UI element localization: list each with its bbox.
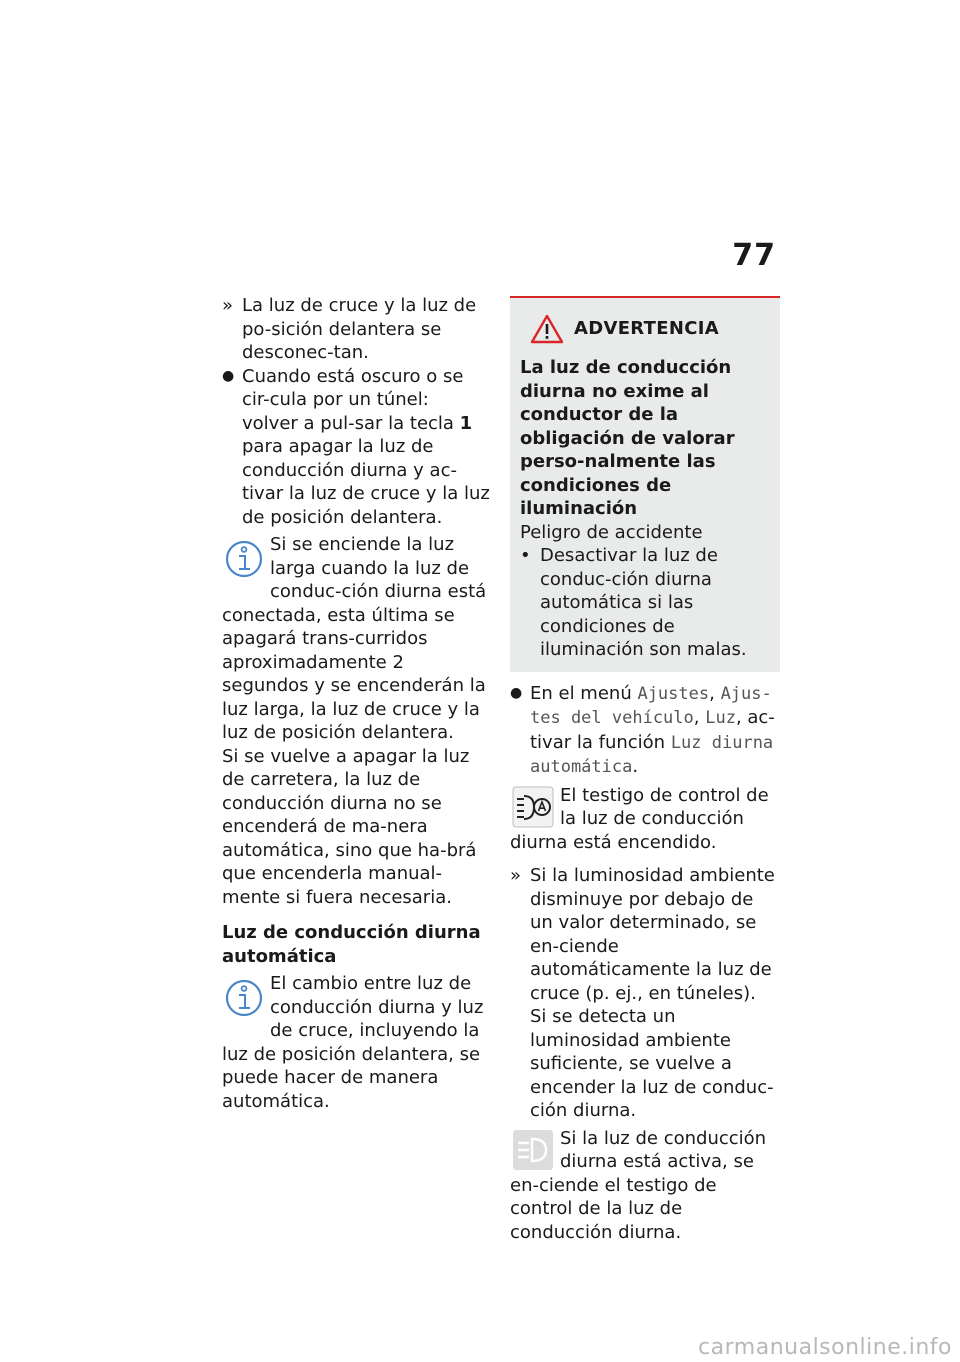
item-text: Desactivar la luz de conduc-ción diurna automática si las condiciones de iluminación son malas. [540, 545, 747, 660]
separator: , [693, 707, 706, 728]
arrow-marker: » [222, 295, 234, 316]
list-item [510, 864, 780, 1123]
right-column [510, 296, 780, 1244]
watermark: carmanualsonline.info [698, 1335, 952, 1360]
list-item [222, 365, 490, 530]
menu-path: Ajus-tes del vehículo [530, 683, 772, 728]
info-icon [224, 539, 264, 579]
info-note [222, 972, 490, 1113]
list-item [510, 682, 780, 780]
item-text: , ac-tivar la función [530, 707, 775, 753]
info-note [222, 533, 490, 909]
page-number: 77 [732, 238, 776, 273]
note-paragraph: Si la luz de conducción diurna está activa, se en-ciende el testigo de control de la luz de conducción diurna. [510, 1127, 767, 1243]
warning-triangle-icon [530, 314, 564, 344]
left-column [222, 294, 490, 1113]
arrow-marker: » [510, 865, 522, 886]
item-text: Si la luminosidad ambiente disminuye por debajo de un valor determinado, se en-ciende automáticamente la luz de cruce (p. ej., en túneles). [530, 865, 775, 1004]
warning-title: ADVERTENCIA [574, 318, 719, 340]
spacer [510, 854, 780, 864]
item-text: La luz de cruce y la luz de po-sición delantera se desconec-tan. [242, 295, 477, 363]
auto-daytime-running-light-indicator-icon [512, 786, 554, 828]
note-paragraph: Si se vuelve a apagar la luz de carretera, la luz de conducción diurna no se encenderá de ma-nera automática, sino que ha-brá que encenderla manual-mente si fuera necesaria. [222, 745, 477, 908]
list-item [520, 544, 770, 662]
item-text: En el menú [530, 682, 638, 704]
indicator-note [510, 784, 780, 855]
warning-header [530, 310, 770, 348]
indicator-note [510, 1127, 780, 1245]
section-heading: Luz de conducción diurna automática [222, 922, 481, 967]
key-number: 1 [459, 412, 473, 434]
warning-subtitle: Peligro de accidente [520, 521, 703, 543]
item-text: para apagar la luz de conducción diurna y ac-tivar la luz de cruce y la luz de posición delantera. [242, 436, 490, 528]
daytime-running-light-indicator-icon [512, 1129, 554, 1171]
menu-path: Luz [705, 708, 736, 728]
menu-path: Luz diurna automática [530, 732, 774, 777]
bullet-marker: • [520, 545, 531, 566]
warning-statement: La luz de conducción diurna no exime al conductor de la obligación de valorar perso-nalmente las condiciones de iluminación [520, 357, 735, 519]
bullet-marker: ● [222, 367, 235, 384]
item-text: Si se detecta un luminosidad ambiente suficiente, se vuelve a encender la luz de conduc-ción diurna. [530, 1006, 774, 1121]
item-text: . [632, 756, 639, 777]
note-paragraph: Si se enciende la luz larga cuando la luz de conduc-ción diurna está conectada, esta última se apagará trans-curridos aproximadamente 2 segundos y se encenderán la luz larga, la luz de cruce y la luz de posición delantera. [222, 534, 487, 743]
note-paragraph: El cambio entre luz de conducción diurna y luz de cruce, incluyendo la luz de posición delantera, se puede hacer de manera automática. [222, 973, 484, 1112]
separator: , [709, 682, 721, 704]
note-paragraph: El testigo de control de la luz de conducción diurna está encendido. [510, 784, 769, 853]
item-text: Cuando está oscuro o se cir-cula por un túnel: volver a pul-sar la tecla [242, 365, 464, 434]
warning-box [510, 296, 780, 672]
menu-path: Ajustes [637, 683, 710, 704]
bullet-marker: ● [510, 684, 523, 701]
info-icon [224, 978, 264, 1018]
list-item [222, 294, 490, 365]
